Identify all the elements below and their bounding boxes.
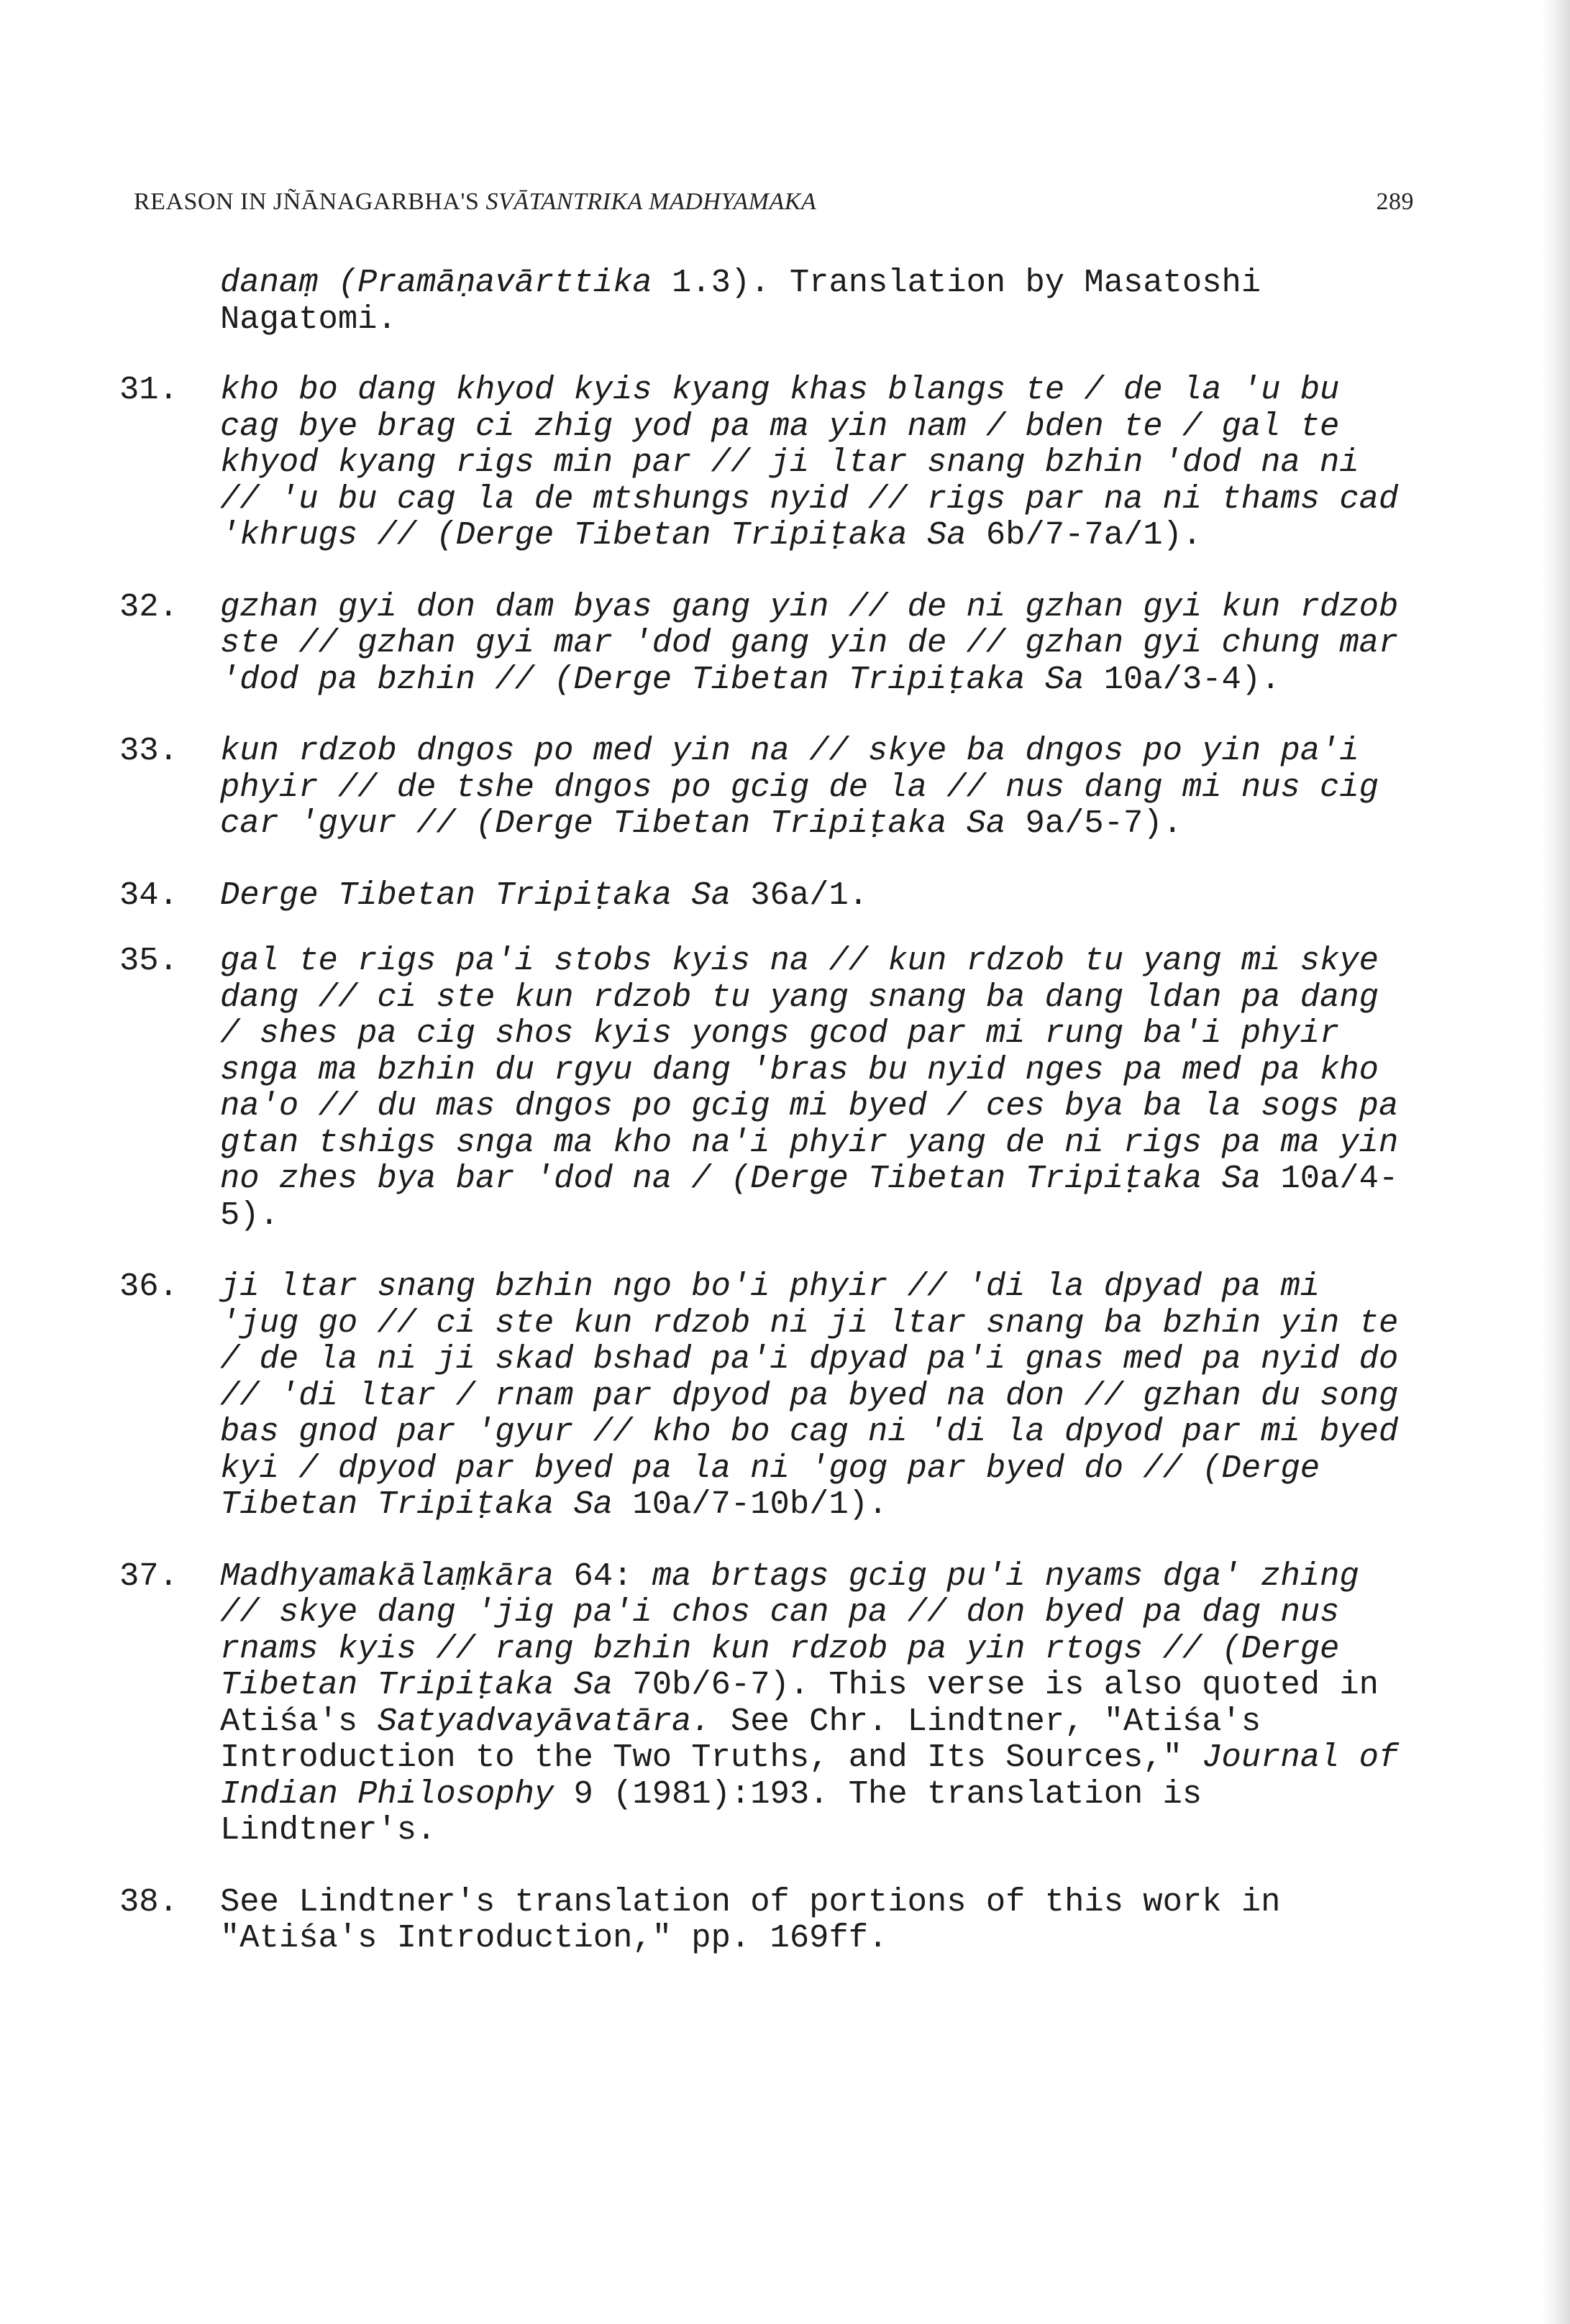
note-continuation-text xyxy=(220,265,1407,337)
note-38 xyxy=(119,1884,1407,1957)
note-text xyxy=(220,589,1407,698)
note-number: 34. xyxy=(119,876,178,914)
note-37-segment: See Chr. Lindtner, "Atiśa's Introduction to the Two Truths, and Its Sources," xyxy=(220,1702,1261,1776)
note-text xyxy=(220,943,1407,1233)
note-32-segment: 10a/3-4). xyxy=(1084,660,1281,698)
note-37-segment: 70b/6-7). This verse is also quoted in Atiśa's xyxy=(220,1666,1379,1740)
note-34 xyxy=(119,877,1407,914)
note-32-segment: gzhan gyi don dam byas gang yin // de ni gzhan gyi kun rdzob ste // gzhan gyi mar 'dod gang yin de // gzhan gyi chung mar 'dod pa bzhin // (Derge Tibetan Tripiṭaka Sa xyxy=(220,587,1399,698)
page-edge-shadow xyxy=(1541,0,1570,2324)
note-31 xyxy=(119,372,1407,554)
note-38-segment: See Lindtner's translation of portions of this work in "Atiśa's Introduction," pp. 169ff. xyxy=(220,1882,1281,1957)
note-31-segment: 6b/7-7a/1). xyxy=(966,516,1202,554)
note-35 xyxy=(119,943,1407,1233)
running-title-roman: REASON IN JÑĀNAGARBHA'S xyxy=(134,188,486,215)
note-37-segment: 64: xyxy=(554,1557,652,1595)
note-number: 33. xyxy=(119,732,178,769)
note-text xyxy=(220,1558,1407,1849)
note-text xyxy=(220,372,1407,554)
note-number: 38. xyxy=(119,1882,178,1921)
note-36-segment: 10a/7-10b/1). xyxy=(613,1486,888,1523)
note-continuation xyxy=(119,265,1407,337)
note-text xyxy=(220,1268,1407,1523)
note-36-segment: ji ltar snang bzhin ngo bo'i phyir // 'di la dpyad pa mi 'jug go // ci ste kun rdzob ni ji ltar snang ba bzhin yin te / de la ni ji skad bshad pa'i dpyad pa'i gnas med pa nyid do // 'di ltar / rnam par dpyod pa byed na don // gzhan du song bas gnod par 'gyur // kho bo cag ni 'di la dpyod par mi byed kyi / dpyod par byed pa la ni 'gog par byed do // (Derge Tibetan Tripiṭaka Sa xyxy=(220,1268,1399,1523)
note-34-segment: 36a/1. xyxy=(730,876,869,914)
note-33 xyxy=(119,733,1407,842)
page-number: 289 xyxy=(1376,188,1414,215)
note-37 xyxy=(119,1558,1407,1849)
note-number: 32. xyxy=(119,587,178,626)
note-37-segment: Journal of Indian Philosophy xyxy=(220,1739,1399,1813)
note-number: 31. xyxy=(119,371,178,408)
note-text xyxy=(220,733,1407,842)
note-37-segment: Satyadvayāvatāra. xyxy=(377,1702,711,1740)
running-title-italic: SVĀTANTRIKA MADHYAMAKA xyxy=(485,188,817,215)
note-35-segment: 10a/4-5). xyxy=(220,1160,1399,1234)
endnotes xyxy=(119,265,1407,1992)
note-text xyxy=(220,877,1407,914)
note-number: 35. xyxy=(119,942,178,979)
note-number: 36. xyxy=(119,1268,178,1305)
note-text xyxy=(220,1884,1407,1957)
note-37-segment: ma brtags gcig pu'i nyams dga' zhing // skye dang 'jig pa'i chos can pa // don byed pa dag nus rnams kyis // rang bzhin kun rdzob pa yin rtogs // (Derge Tibetan Tripiṭaka Sa xyxy=(220,1557,1359,1703)
continuation-segment: danaṃ (Pramāṇavārttika xyxy=(220,264,652,301)
note-31-segment: kho bo dang khyod kyis kyang khas blangs te / de la 'u bu cag bye brag ci zhig yod pa ma yin nam / bden te / gal te khyod kyang rigs min par // ji ltar snang bzhin 'dod na ni // 'u bu cag la de mtshungs nyid // rigs par na ni thams cad 'khrugs // (Derge Tibetan Tripiṭaka Sa xyxy=(220,371,1399,554)
note-35-segment: gal te rigs pa'i stobs kyis na // kun rdzob tu yang mi skye dang // ci ste kun rdzob tu yang snang ba dang ldan pa dang / shes pa cig shos kyis yongs gcod par mi rung ba'i phyir snga ma bzhin du rgyu dang 'bras bu nyid nges pa med pa kho na'o // du mas dngos po gcig mi byed / ces bya ba la sogs pa gtan tshigs snga ma kho na'i phyir yang de ni rigs pa ma yin no zhes bya bar 'dod na / (Derge Tibetan Tripiṭaka Sa xyxy=(220,942,1399,1197)
note-32 xyxy=(119,589,1407,698)
running-head xyxy=(134,188,1414,216)
note-33-segment: 9a/5-7). xyxy=(1005,805,1182,842)
note-number: 37. xyxy=(119,1557,178,1595)
note-33-segment: kun rdzob dngos po med yin na // skye ba dngos po yin pa'i phyir // de tshe dngos po gcig de la // nus dang mi nus cig car 'gyur // (Derge Tibetan Tripiṭaka Sa xyxy=(220,732,1379,842)
note-37-segment: 9 (1981):193. The translation is Lindtner's. xyxy=(220,1775,1202,1849)
note-34-segment: Derge Tibetan Tripiṭaka Sa xyxy=(220,876,731,914)
note-37-segment: Madhyamakālaṃkāra xyxy=(220,1557,554,1595)
continuation-segment: 1.3). Translation by Masatoshi Nagatomi. xyxy=(220,264,1261,338)
note-36 xyxy=(119,1268,1407,1523)
note-list xyxy=(119,372,1407,1957)
